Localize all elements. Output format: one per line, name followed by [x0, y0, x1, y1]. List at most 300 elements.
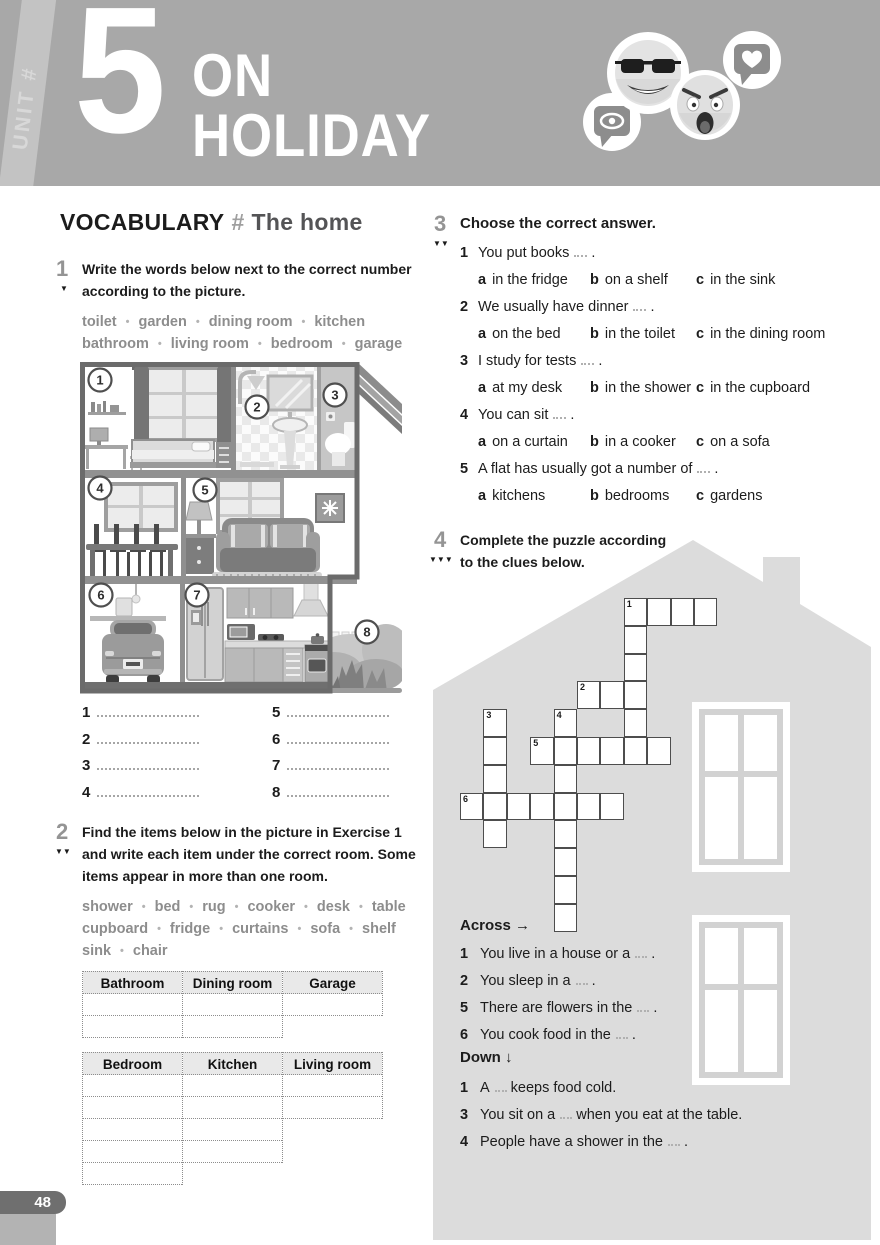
- answer-blank-row: [272, 700, 402, 727]
- clue-number: 4: [460, 1134, 469, 1150]
- crossword-clue-number: 1: [626, 599, 632, 609]
- question-line: [460, 240, 870, 267]
- word-bank-item: bedroom: [270, 336, 333, 352]
- crossword-cell[interactable]: [483, 820, 506, 848]
- option-text: in the sink: [710, 272, 776, 288]
- crossword-cell[interactable]: [647, 598, 670, 626]
- word-bank-item: chair: [132, 943, 168, 959]
- clue-blank[interactable]: [668, 1135, 680, 1146]
- crossword-cell[interactable]: [554, 793, 577, 821]
- exercise1-difficulty: ▼: [60, 284, 68, 293]
- text-line: Write the words below next to the correct number: [82, 261, 412, 277]
- clue-line: [460, 1129, 742, 1156]
- room-column-header: Dining room: [183, 971, 282, 994]
- bullet-separator: •: [304, 901, 308, 913]
- clue-blank[interactable]: [576, 974, 588, 985]
- unit-side-band: [0, 0, 57, 186]
- question-block: [460, 240, 870, 294]
- bathroom-graphic: [236, 366, 317, 470]
- word-bank-item: shelf: [362, 921, 396, 937]
- option-letter: c: [696, 488, 705, 504]
- answer-blank[interactable]: [633, 300, 646, 311]
- clue-text: .: [653, 1000, 658, 1016]
- unit-label: UNIT #: [8, 64, 42, 152]
- room-column: [182, 971, 283, 1038]
- crossword-cell[interactable]: [554, 876, 577, 904]
- option-b[interactable]: [590, 267, 696, 294]
- text-line: according to the picture.: [82, 283, 246, 299]
- room-column: [282, 971, 383, 1016]
- bullet-separator: •: [358, 901, 363, 913]
- section-subtitle: The home: [251, 209, 363, 235]
- answer-column-right: [272, 700, 402, 806]
- crossword-cell[interactable]: [624, 709, 647, 737]
- across-heading: Across →: [460, 917, 531, 934]
- answer-write-line[interactable]: [97, 758, 199, 770]
- crossword-cell[interactable]: [507, 793, 530, 821]
- clue-blank[interactable]: [560, 1108, 572, 1119]
- word-bank-item: kitchen: [314, 314, 366, 330]
- bullet-separator: •: [157, 923, 161, 935]
- option-letter: a: [478, 488, 487, 504]
- crossword-cell[interactable]: [460, 793, 483, 821]
- bullet-separator: •: [125, 316, 130, 328]
- option-letter: b: [590, 272, 599, 288]
- word-bank-item: table: [371, 899, 406, 915]
- room-write-cell[interactable]: [183, 1119, 282, 1141]
- option-b[interactable]: [590, 483, 696, 510]
- room-write-cell[interactable]: [283, 994, 382, 1016]
- crossword-cell[interactable]: [554, 848, 577, 876]
- section-title: [60, 209, 363, 236]
- crossword-cell[interactable]: [624, 681, 647, 709]
- svg-text:1: 1: [96, 372, 104, 388]
- word-bank-item: bathroom: [82, 336, 149, 352]
- svg-text:8: 8: [363, 624, 371, 640]
- svg-text:4: 4: [96, 480, 104, 496]
- page-number-tab: 48: [0, 1191, 66, 1214]
- answer-column-left: [82, 700, 272, 806]
- roof-graphic: [357, 362, 402, 434]
- option-text: gardens: [710, 488, 763, 504]
- clue-blank[interactable]: [616, 1028, 628, 1039]
- word-bank-line: [82, 896, 406, 918]
- exercise2-number: 2: [56, 819, 69, 844]
- section-title-main: VOCABULARY: [60, 209, 225, 235]
- svg-text:2: 2: [253, 399, 261, 415]
- crossword-cell[interactable]: [624, 737, 647, 765]
- answer-write-line[interactable]: [97, 705, 199, 717]
- crossword-clue-number: 6: [463, 793, 469, 804]
- bullet-separator: •: [219, 923, 224, 935]
- options-line: [460, 321, 870, 348]
- bullet-separator: •: [301, 316, 306, 328]
- room-column: [82, 971, 183, 1038]
- answer-write-line[interactable]: [97, 732, 199, 744]
- option-a[interactable]: [478, 321, 590, 348]
- word-bank-item: bed: [154, 899, 181, 915]
- bullet-separator: •: [257, 338, 262, 350]
- question-text: You can sit: [478, 407, 549, 423]
- question-period: .: [598, 353, 603, 369]
- answer-blank-row: [82, 727, 272, 754]
- toilet-room-graphic: [321, 366, 357, 470]
- answer-blank[interactable]: [581, 354, 594, 365]
- question-block: [460, 456, 870, 510]
- down-arrow-icon: ↓: [505, 1049, 513, 1066]
- room-column: [282, 1052, 383, 1119]
- room-write-cell[interactable]: [183, 1075, 282, 1097]
- room-write-cell[interactable]: [283, 1075, 382, 1097]
- answer-number: 5: [272, 704, 281, 721]
- crossword-cell[interactable]: [600, 681, 623, 709]
- text-line: items appear in more than one room.: [82, 868, 328, 884]
- answer-write-line[interactable]: [287, 732, 389, 744]
- question-number: 4: [460, 407, 469, 423]
- clue-line: [460, 1075, 742, 1102]
- svg-text:3: 3: [331, 387, 339, 403]
- word-bank-item: dining room: [208, 314, 293, 330]
- crossword-clue-number: 2: [580, 682, 586, 693]
- word-bank-item: rug: [202, 899, 226, 915]
- room-column: [182, 1052, 283, 1163]
- question-number: 2: [460, 299, 469, 315]
- exercise1-word-bank: [82, 311, 402, 355]
- answer-blank-row: [272, 780, 402, 807]
- question-block: [460, 402, 870, 456]
- clue-blank[interactable]: [635, 947, 647, 958]
- exercise2-instructions: [82, 821, 416, 887]
- options-line: [460, 429, 870, 456]
- answer-number: 2: [82, 730, 91, 748]
- clue-blank[interactable]: [495, 1081, 507, 1092]
- option-text: in the shower: [604, 380, 692, 396]
- question-line: [460, 456, 870, 483]
- option-c[interactable]: [696, 483, 762, 510]
- answer-blank-row: [82, 753, 272, 780]
- option-letter: a: [478, 272, 487, 288]
- svg-text:5: 5: [201, 482, 209, 498]
- bullet-separator: •: [349, 923, 354, 935]
- word-bank-item: garden: [138, 314, 187, 330]
- exercise4-difficulty: ▼▼▼: [429, 555, 453, 564]
- word-bank-item: shower: [82, 899, 133, 915]
- exercise3-instructions: Choose the correct answer.: [460, 215, 656, 232]
- clue-number: 1: [460, 946, 469, 962]
- clue-line: [460, 968, 657, 995]
- clue-line: [460, 941, 657, 968]
- clue-number: 5: [460, 1000, 469, 1016]
- option-letter: a: [478, 380, 487, 396]
- clue-text: There are flowers in the: [480, 1000, 633, 1016]
- exercise3-questions: [460, 240, 870, 510]
- exercise2-word-bank: [82, 896, 406, 962]
- crossword-cell[interactable]: [600, 737, 623, 765]
- question-text: I study for tests: [478, 353, 577, 369]
- answer-blank-row: [272, 727, 402, 754]
- option-c[interactable]: [696, 267, 775, 294]
- clue-text: You cook food in the: [480, 1027, 611, 1043]
- clue-text: .: [651, 946, 656, 962]
- option-b[interactable]: [590, 321, 696, 348]
- answer-write-line[interactable]: [287, 705, 389, 717]
- option-text: kitchens: [492, 488, 546, 504]
- option-text: on a shelf: [604, 272, 668, 288]
- question-number: 1: [460, 245, 469, 261]
- room-table-1: [82, 971, 382, 1038]
- word-bank-item: sofa: [310, 921, 341, 937]
- bullet-separator: •: [120, 945, 124, 957]
- word-bank-item: fridge: [169, 921, 211, 937]
- answer-blank-row: [82, 700, 272, 727]
- answer-blank-row: [82, 780, 272, 807]
- option-a[interactable]: [478, 375, 590, 402]
- word-bank-item: cooker: [247, 899, 296, 915]
- answer-number: 4: [82, 783, 91, 801]
- options-line: [460, 375, 870, 402]
- room-table-2: [82, 1052, 382, 1185]
- room-write-cell[interactable]: [183, 1097, 282, 1119]
- option-b[interactable]: [590, 429, 696, 456]
- option-c[interactable]: [696, 375, 810, 402]
- question-block: [460, 294, 870, 348]
- option-text: on the bed: [492, 326, 561, 342]
- room-write-cell[interactable]: [83, 1141, 182, 1163]
- bullet-separator: •: [234, 901, 239, 913]
- clue-text: You sit on a: [480, 1107, 556, 1123]
- shocked-emoji-icon: [670, 70, 740, 140]
- answer-write-line[interactable]: [97, 785, 199, 797]
- option-text: in a cooker: [604, 434, 676, 450]
- option-letter: a: [478, 434, 487, 450]
- crossword-cell[interactable]: [624, 626, 647, 654]
- option-text: in the toilet: [604, 326, 675, 342]
- clue-text: You sleep in a: [480, 973, 571, 989]
- question-period: .: [591, 245, 596, 261]
- option-c[interactable]: [696, 321, 825, 348]
- question-line: [460, 402, 870, 429]
- unit-title-line2: HOLIDAY: [192, 102, 431, 169]
- bullet-separator: •: [297, 923, 302, 935]
- option-a[interactable]: [478, 429, 590, 456]
- bullet-separator: •: [195, 316, 200, 328]
- crossword-cell[interactable]: [483, 709, 506, 737]
- clue-text: You live in a house or a: [480, 946, 631, 962]
- crossword-cell[interactable]: [483, 737, 506, 765]
- down-clues: [460, 1075, 742, 1156]
- crossword-cell[interactable]: [577, 681, 600, 709]
- question-period: .: [650, 299, 655, 315]
- answer-blank[interactable]: [574, 246, 587, 257]
- room-column-header: Bedroom: [83, 1052, 182, 1075]
- answer-number: 8: [272, 783, 281, 801]
- option-letter: c: [696, 272, 705, 288]
- room-column-header: Kitchen: [183, 1052, 282, 1075]
- crossword-cell[interactable]: [554, 820, 577, 848]
- exercise3-number: 3: [434, 211, 447, 236]
- question-number: 3: [460, 353, 469, 369]
- crossword-cell[interactable]: [600, 793, 623, 821]
- option-text: in the cupboard: [710, 380, 811, 396]
- exercise4-number: 4: [434, 527, 447, 552]
- crossword-cell[interactable]: [577, 793, 600, 821]
- room-write-cell[interactable]: [83, 1119, 182, 1141]
- exercise1-instructions: [82, 258, 412, 302]
- room-write-cell[interactable]: [83, 1075, 182, 1097]
- answer-blank[interactable]: [697, 462, 710, 473]
- clue-blank[interactable]: [637, 1001, 649, 1012]
- option-text: in the fridge: [492, 272, 568, 288]
- crossword-clue-number: 5: [533, 738, 539, 748]
- crossword-cell[interactable]: [530, 737, 553, 765]
- room-column-header: Living room: [283, 1052, 382, 1075]
- option-c[interactable]: [696, 429, 770, 456]
- exercise4-instructions: [460, 529, 666, 573]
- crossword-cell[interactable]: [554, 765, 577, 793]
- room-write-cell[interactable]: [183, 1141, 282, 1163]
- option-letter: c: [696, 326, 705, 342]
- question-number: 5: [460, 461, 469, 477]
- clue-text: .: [631, 1027, 636, 1043]
- question-text: We usually have dinner: [478, 299, 629, 315]
- room-write-cell[interactable]: [83, 1097, 182, 1119]
- crossword-cell[interactable]: [483, 765, 506, 793]
- option-a[interactable]: [478, 267, 590, 294]
- option-b[interactable]: [590, 375, 696, 402]
- word-bank-item: curtains: [232, 921, 289, 937]
- word-bank-line: [82, 940, 406, 962]
- word-bank-item: cupboard: [82, 921, 149, 937]
- exercise1-number: 1: [56, 256, 69, 281]
- svg-text:7: 7: [193, 587, 201, 603]
- word-bank-line: [82, 311, 402, 333]
- clue-text: when you eat at the table.: [576, 1107, 743, 1123]
- option-text: on a curtain: [492, 434, 568, 450]
- option-letter: c: [696, 380, 705, 396]
- exercise1-answer-blanks: [82, 700, 402, 806]
- page-tab-shadow-block: [0, 1214, 56, 1245]
- answer-number: 1: [82, 704, 91, 721]
- option-letter: a: [478, 326, 487, 342]
- crossword-cell[interactable]: [694, 598, 717, 626]
- silhouette-window-2: [692, 915, 790, 1085]
- question-period: .: [714, 461, 719, 477]
- question-period: .: [570, 407, 575, 423]
- right-arrow-icon: →: [515, 917, 531, 934]
- text-line: Complete the puzzle according: [460, 532, 667, 548]
- bullet-separator: •: [341, 338, 346, 350]
- answer-write-line[interactable]: [287, 758, 389, 770]
- clue-line: [460, 1102, 742, 1129]
- exercise3-difficulty: ▼▼: [433, 239, 449, 248]
- question-line: [460, 294, 870, 321]
- option-letter: b: [590, 380, 599, 396]
- unit-number: 5: [74, 0, 167, 171]
- unit-header: [0, 0, 880, 186]
- question-block: [460, 348, 870, 402]
- answer-number: 3: [82, 757, 91, 775]
- crossword-cell[interactable]: [671, 598, 694, 626]
- clue-number: 1: [460, 1080, 469, 1096]
- room-column-header: Garage: [283, 971, 382, 994]
- word-bank-item: sink: [82, 943, 112, 959]
- room-write-cell[interactable]: [183, 1016, 282, 1038]
- crossword-cell[interactable]: [577, 737, 600, 765]
- clue-text: keeps food cold.: [510, 1080, 617, 1096]
- option-letter: c: [696, 434, 705, 450]
- crossword-cell[interactable]: [647, 737, 670, 765]
- word-bank-line: [82, 918, 406, 940]
- clue-number: 2: [460, 973, 469, 989]
- across-clues: [460, 941, 657, 1049]
- answer-number: 6: [272, 730, 281, 748]
- house-cross-section-picture: [80, 362, 402, 694]
- crossword-clue-number: 3: [486, 710, 492, 721]
- answer-blank[interactable]: [553, 408, 566, 419]
- answer-write-line[interactable]: [287, 785, 389, 797]
- word-bank-item: desk: [316, 899, 350, 915]
- room-column-header: Bathroom: [83, 971, 182, 994]
- crossword-grid: [460, 598, 718, 932]
- word-bank-line: [82, 333, 402, 355]
- room-write-cell[interactable]: [83, 1163, 182, 1185]
- answer-blank-row: [272, 753, 402, 780]
- crossword-cell[interactable]: [530, 793, 553, 821]
- exercise2-difficulty: ▼▼: [55, 847, 71, 856]
- bullet-separator: •: [141, 901, 146, 913]
- option-letter: b: [590, 434, 599, 450]
- answer-number: 7: [272, 757, 281, 775]
- bullet-separator: •: [189, 901, 194, 913]
- question-text: A flat has usually got a number of: [478, 461, 693, 477]
- word-bank-item: garage: [354, 336, 403, 352]
- room-write-cell[interactable]: [183, 994, 282, 1016]
- room-write-cell[interactable]: [283, 1097, 382, 1119]
- options-line: [460, 267, 870, 294]
- room-column: [82, 1052, 183, 1185]
- heart-comment-icon: [723, 31, 781, 89]
- text-line: Find the items below in the picture in Exercise 1: [82, 824, 402, 840]
- emoji-cluster: [578, 16, 790, 173]
- option-letter: b: [590, 488, 599, 504]
- clue-text: .: [684, 1134, 689, 1150]
- clue-number: 6: [460, 1027, 469, 1043]
- room-write-cell[interactable]: [83, 1016, 182, 1038]
- clue-text: People have a shower in the: [480, 1134, 663, 1150]
- crossword-cell[interactable]: [554, 709, 577, 737]
- option-text: at my desk: [492, 380, 563, 396]
- text-line: to the clues below.: [460, 554, 585, 570]
- crossword-cell[interactable]: [554, 904, 577, 932]
- room-write-cell[interactable]: [83, 994, 182, 1016]
- option-letter: b: [590, 326, 599, 342]
- option-a[interactable]: [478, 483, 590, 510]
- down-heading: Down ↓: [460, 1049, 513, 1066]
- option-text: in the dining room: [710, 326, 826, 342]
- crossword-cell[interactable]: [554, 737, 577, 765]
- clue-text: A: [480, 1080, 490, 1096]
- crossword-cell[interactable]: [624, 654, 647, 682]
- question-text: You put books: [478, 245, 570, 261]
- text-line: and write each item under the correct room. Some: [82, 846, 416, 862]
- crossword-cell[interactable]: [483, 793, 506, 821]
- clue-line: [460, 1022, 657, 1049]
- crossword-cell[interactable]: [624, 598, 647, 626]
- clue-number: 3: [460, 1107, 469, 1123]
- unit-title-line1: ON: [192, 42, 273, 109]
- options-line: [460, 483, 870, 510]
- option-text: on a sofa: [710, 434, 770, 450]
